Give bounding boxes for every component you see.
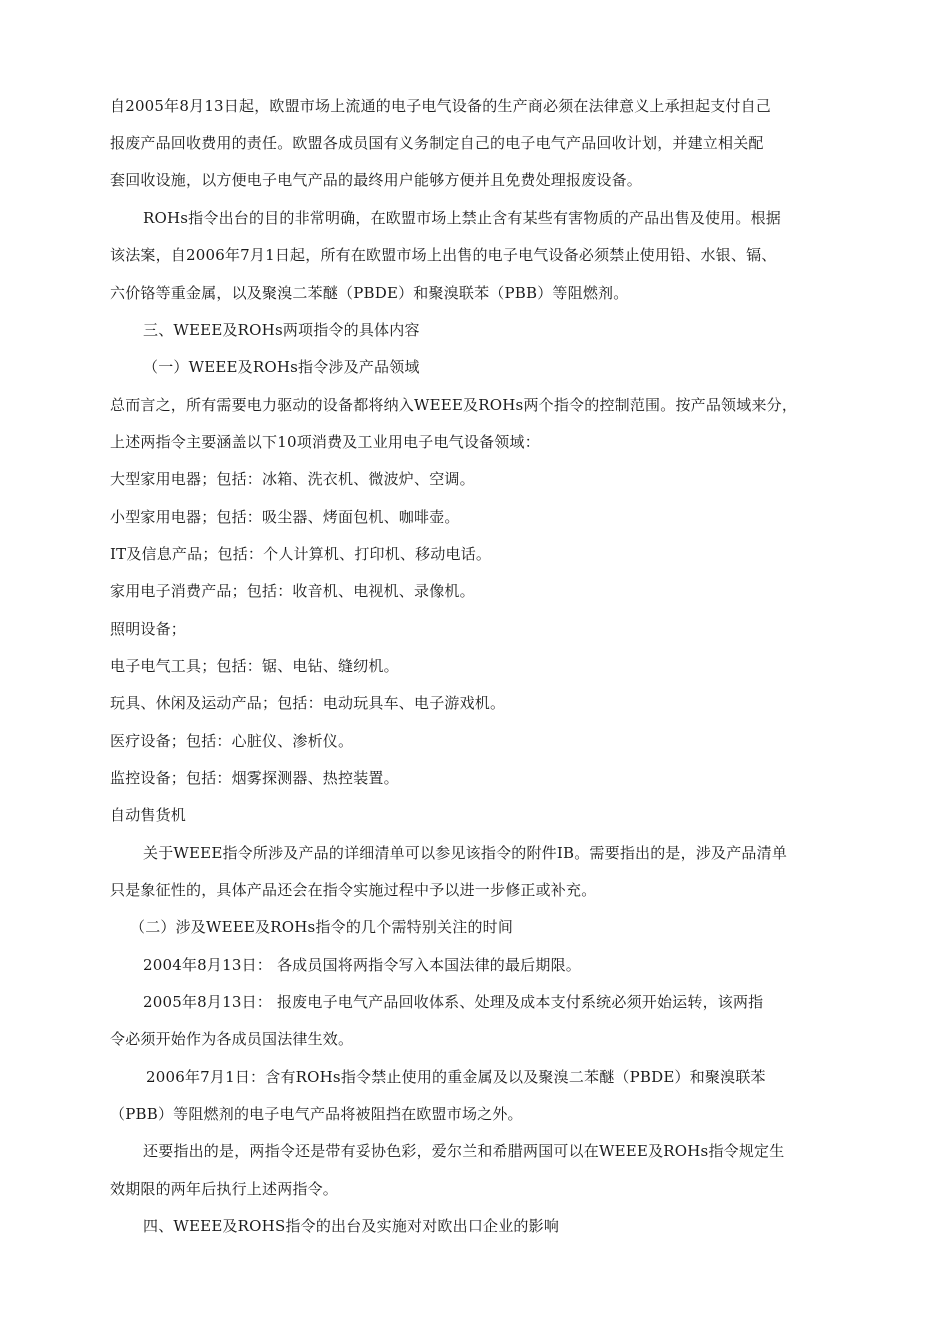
category-item: 照明设备；	[110, 620, 187, 638]
category-item: 医疗设备；包括：心脏仪、渗析仪。	[110, 732, 354, 750]
category-item: 电子电气工具；包括：锯、电钻、缝纫机。	[110, 657, 399, 675]
paragraph-line: 报废产品回收费用的责任。欧盟各成员国有义务制定自己的电子电气产品回收计划，并建立相关配	[110, 134, 764, 152]
category-item: 大型家用电器；包括：冰箱、洗衣机、微波炉、空调。	[110, 470, 475, 488]
date-entry: 2004年8月13日： 各成员国将两指令写入本国法律的最后期限。	[143, 956, 581, 974]
category-item: 小型家用电器；包括：吸尘器、烤面包机、咖啡壶。	[110, 508, 460, 526]
paragraph-line: 六价铬等重金属，以及聚溴二苯醚（PBDE）和聚溴联苯（PBB）等阻燃剂。	[110, 284, 629, 302]
paragraph-line: 关于WEEE指令所涉及产品的详细清单可以参见该指令的附件IB。需要指出的是，涉及产品清单	[143, 844, 788, 862]
section-heading: 四、WEEE及ROHS指令的出台及实施对对欧出口企业的影响	[143, 1217, 560, 1235]
category-item: 家用电子消费产品；包括：收音机、电视机、录像机。	[110, 582, 475, 600]
category-item: 自动售货机	[110, 806, 187, 824]
paragraph-line: 效期限的两年后执行上述两指令。	[110, 1180, 339, 1198]
subsection-heading: （一）WEEE及ROHs指令涉及产品领域	[143, 358, 420, 376]
paragraph-line: 还要指出的是，两指令还是带有妥协色彩，爱尔兰和希腊两国可以在WEEE及ROHs指令规定生	[143, 1142, 785, 1160]
date-entry: 2005年8月13日： 报废电子电气产品回收体系、处理及成本支付系统必须开始运转，该两指	[143, 993, 764, 1011]
category-item: 监控设备；包括：烟雾探测器、热控装置。	[110, 769, 399, 787]
date-entry: 令必须开始作为各成员国法律生效。	[110, 1030, 354, 1048]
date-entry: 2006年7月1日：含有ROHs指令禁止使用的重金属及以及聚溴二苯醚（PBDE）和聚溴联苯	[146, 1068, 766, 1086]
date-entry: （PBB）等阻燃剂的电子电气产品将被阻挡在欧盟市场之外。	[110, 1105, 523, 1123]
subsection-heading: （二）涉及WEEE及ROHs指令的几个需特别关注的时间	[130, 918, 514, 936]
category-item: 玩具、休闲及运动产品；包括：电动玩具车、电子游戏机。	[110, 694, 506, 712]
paragraph-line: 套回收设施，以方便电子电气产品的最终用户能够方便并且免费处理报废设备。	[110, 171, 643, 189]
paragraph-line: ROHs指令出台的目的非常明确，在欧盟市场上禁止含有某些有害物质的产品出售及使用。根据	[143, 209, 781, 227]
paragraph-line: 自2005年8月13日起，欧盟市场上流通的电子电气设备的生产商必须在法律意义上承担起支付自己	[110, 97, 772, 115]
paragraph-line: 只是象征性的，具体产品还会在指令实施过程中予以进一步修正或补充。	[110, 881, 597, 899]
paragraph-line: 总而言之，所有需要电力驱动的设备都将纳入WEEE及ROHs两个指令的控制范围。按产品领域来分，	[110, 396, 798, 414]
paragraph-line: 上述两指令主要涵盖以下10项消费及工业用电子电气设备领域：	[110, 433, 540, 451]
category-item: IT及信息产品；包括：个人计算机、打印机、移动电话。	[110, 545, 492, 563]
section-heading: 三、WEEE及ROHs两项指令的具体内容	[143, 321, 420, 339]
paragraph-line: 该法案，自2006年7月1日起，所有在欧盟市场上出售的电子电气设备必须禁止使用铅、水银、镉、	[110, 246, 777, 264]
